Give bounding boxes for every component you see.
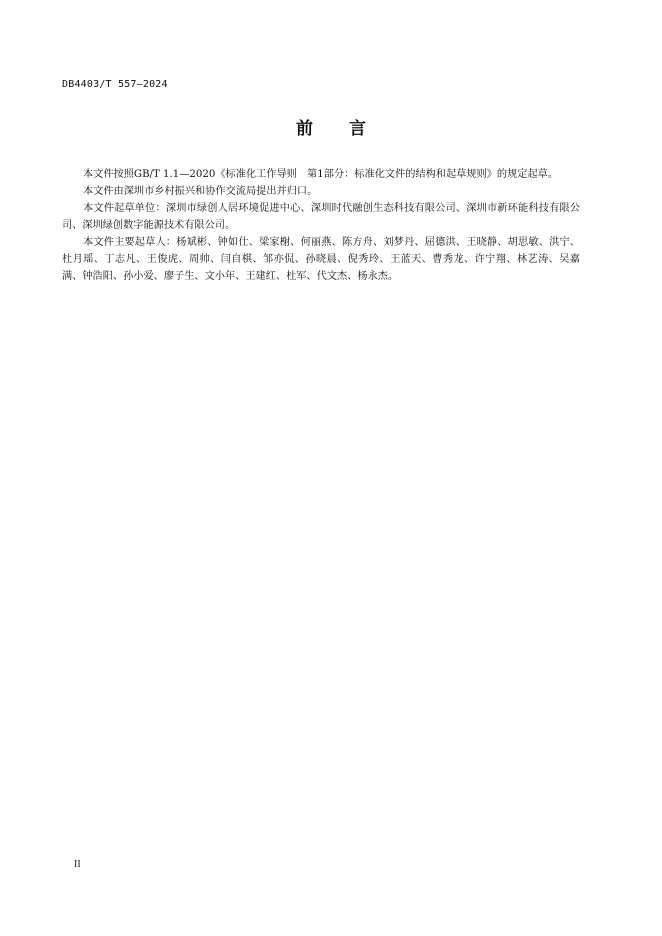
page-title: 前言 [296,119,402,139]
page-number: II [74,859,81,870]
paragraph-drafting-rules: 本文件按照GB/T 1.1—2020《标准化工作导则 第1部分：标准化文件的结构和起草规则》的规定起草。 [83,169,559,180]
paragraph-drafters: 本文件主要起草人：杨斌彬、钟如仕、梁家榭、何丽燕、陈方舟、刘梦丹、屈德洪、王晓静、胡思敏、洪宁、杜月瑶、丁志凡、王俊虎、周帅、闫自棋、邹亦侃、孙晓晨、倪秀玲、王蓝天、曹秀龙、许宁翔、林艺涛、吴嘉满、钟浩阳、孙小爱、廖子生、文小年、王建红、杜军、代文杰、杨永杰。 [62,237,580,282]
foreword-body [62,166,580,285]
paragraph-proposing-unit: 本文件由深圳市乡村振兴和协作交流局提出并归口。 [83,186,318,197]
paragraph-drafting-units: 本文件起草单位：深圳市绿创人居环境促进中心、深圳时代融创生态科技有限公司、深圳市新环能科技有限公司、深圳绿创数字能源技术有限公司。 [62,203,580,231]
document-code: DB4403/T 557—2024 [62,79,168,90]
